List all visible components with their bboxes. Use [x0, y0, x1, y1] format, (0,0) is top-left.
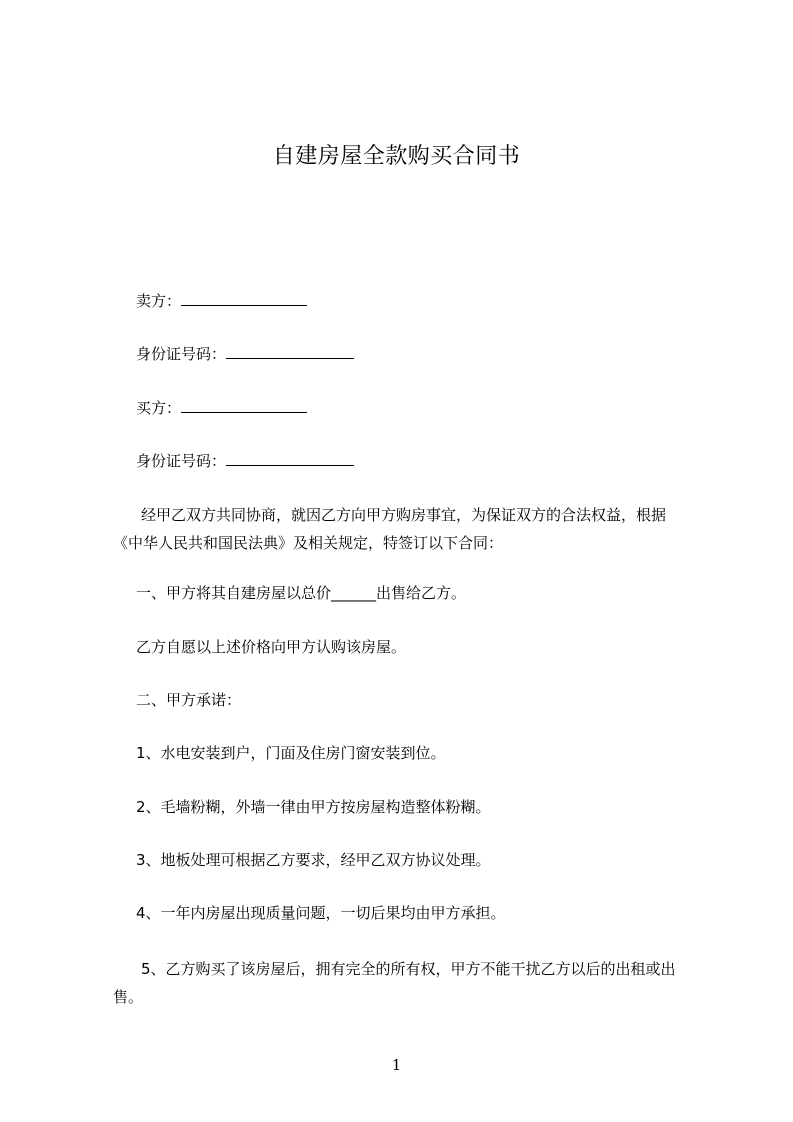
buyer-label: 买方： — [136, 399, 182, 417]
promise-item-2: 2、毛墙粉糊，外墙一律由甲方按房屋构造整体粉糊。 — [136, 798, 491, 816]
promise-item-5 — [113, 955, 703, 1011]
buyer-id-line — [136, 450, 354, 472]
seller-blank — [181, 290, 307, 306]
clause-1 — [136, 582, 466, 604]
clause-1-note: 乙方自愿以上述价格向甲方认购该房屋。 — [136, 638, 407, 656]
seller-label: 卖方： — [136, 292, 182, 310]
promise-item-3: 3、地板处理可根据乙方要求，经甲乙双方协议处理。 — [136, 851, 491, 869]
page-number: 1 — [391, 1056, 402, 1074]
promise-item-5-line-2: 售。 — [113, 988, 144, 1006]
clause-1-text-before: 一、甲方将其自建房屋以总价 — [136, 584, 332, 602]
seller-line — [136, 290, 307, 312]
promise-item-5-line-1: 5、乙方购买了该房屋后，拥有完全的所有权，甲方不能干扰乙方以后的出租或出 — [141, 960, 676, 978]
preamble-line-1: 经甲乙双方共同协商，就因乙方向甲方购房事宜，为保证双方的合法权益，根据 — [141, 506, 667, 524]
preamble-line-2: 《中华人民共和国民法典》及相关规定，特签订以下合同： — [113, 534, 504, 552]
buyer-line — [136, 397, 307, 419]
page-title: 自建房屋全款购买合同书 — [272, 144, 521, 169]
seller-id-line — [136, 343, 354, 365]
buyer-blank — [181, 397, 307, 413]
seller-id-label: 身份证号码： — [136, 345, 227, 363]
buyer-id-label: 身份证号码： — [136, 452, 227, 470]
seller-id-blank — [226, 343, 354, 359]
buyer-id-blank — [226, 450, 354, 466]
price-blank: ______ — [331, 584, 377, 602]
clause-2-heading: 二、甲方承诺： — [136, 691, 242, 709]
promise-item-4: 4、一年内房屋出现质量问题，一切后果均由甲方承担。 — [136, 904, 506, 922]
promise-item-1: 1、水电安装到户，门面及住房门窗安装到位。 — [136, 744, 446, 762]
preamble-paragraph — [113, 501, 703, 557]
clause-1-text-after: 出售给乙方。 — [376, 584, 467, 602]
